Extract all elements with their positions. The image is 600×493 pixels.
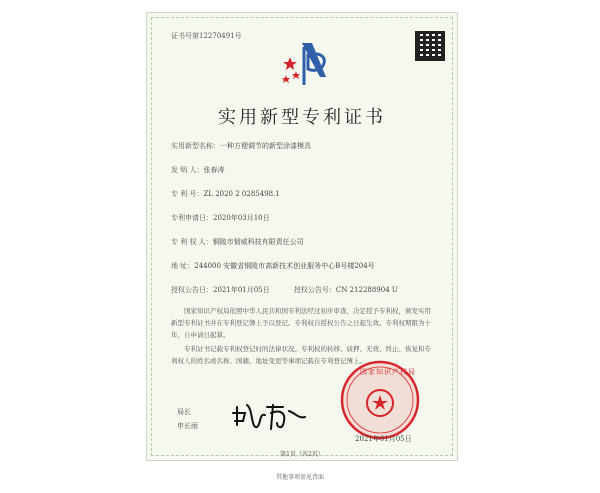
signer-title: 局长 [177,408,191,416]
signer-name: 申长雨 [177,422,198,430]
field-label: 地 址： [171,262,195,270]
field-value: 铜陵市韧威科技有限责任公司 [212,238,304,246]
field-label: 专利申请日： [171,214,213,222]
cnipa-logo-icon [282,37,334,91]
field-label: 授权公告日： [171,286,213,294]
field-value: CN 212288904 U [335,286,398,294]
field-row-grant-date [171,285,398,295]
field-label: 实用新型名称： [171,142,220,150]
field-value: 张春涛 [203,166,225,174]
field-label: 授权公告号： [293,286,336,294]
field-value: 244000 安徽省铜陵市高新技术创业服务中心B号楼204号 [194,262,375,270]
field-value: 一种方便调节的新型涂漆模具 [220,142,311,150]
qr-code [415,31,445,61]
paragraph-status: 专利证书记载专利权登记时的法律状况。专利权的转移、质押、无效、终止、恢复和专利权人的姓名或名称、国籍、地址变更等事项记载在专利登记簿上。 [171,345,431,365]
field-row-inventor [171,165,224,175]
field-label: 专 利 号： [171,190,204,198]
field-value: 2021年01月05日 [213,286,270,294]
field-label: 专 利 权 人： [171,238,213,246]
field-label: 发 明 人： [171,166,204,174]
page-number: 第1页（共2页） [280,451,324,458]
certificate-title: 实用新型专利证书 [218,107,386,128]
signature-icon [231,399,311,433]
field-row-patentee [171,237,304,247]
field-value: ZL 2020 2 0285498.1 [203,190,280,198]
field-row-address [171,261,375,271]
field-row-name [171,141,311,151]
back-note: 其他事项参见背面 [275,474,324,481]
field-value: 2020年03月10日 [213,214,270,222]
paragraph-grant: 国家知识产权局依照中华人民共和国专利法经过初步审查，决定授予专利权，颁发实用新型专利证书并在专利登记簿上予以登记。专利权自授权公告之日起生效。专利权期限为十年，自申请日起算。 [171,307,431,339]
seal-text: 国家知识产权局 [360,368,416,376]
field-row-patent-number [171,189,280,199]
field-row-filing-date [171,213,270,223]
certificate-number: 证书号第12270491号 [171,32,242,40]
patent-certificate [146,12,458,461]
seal-date: 2021年01月05日 [355,435,412,443]
